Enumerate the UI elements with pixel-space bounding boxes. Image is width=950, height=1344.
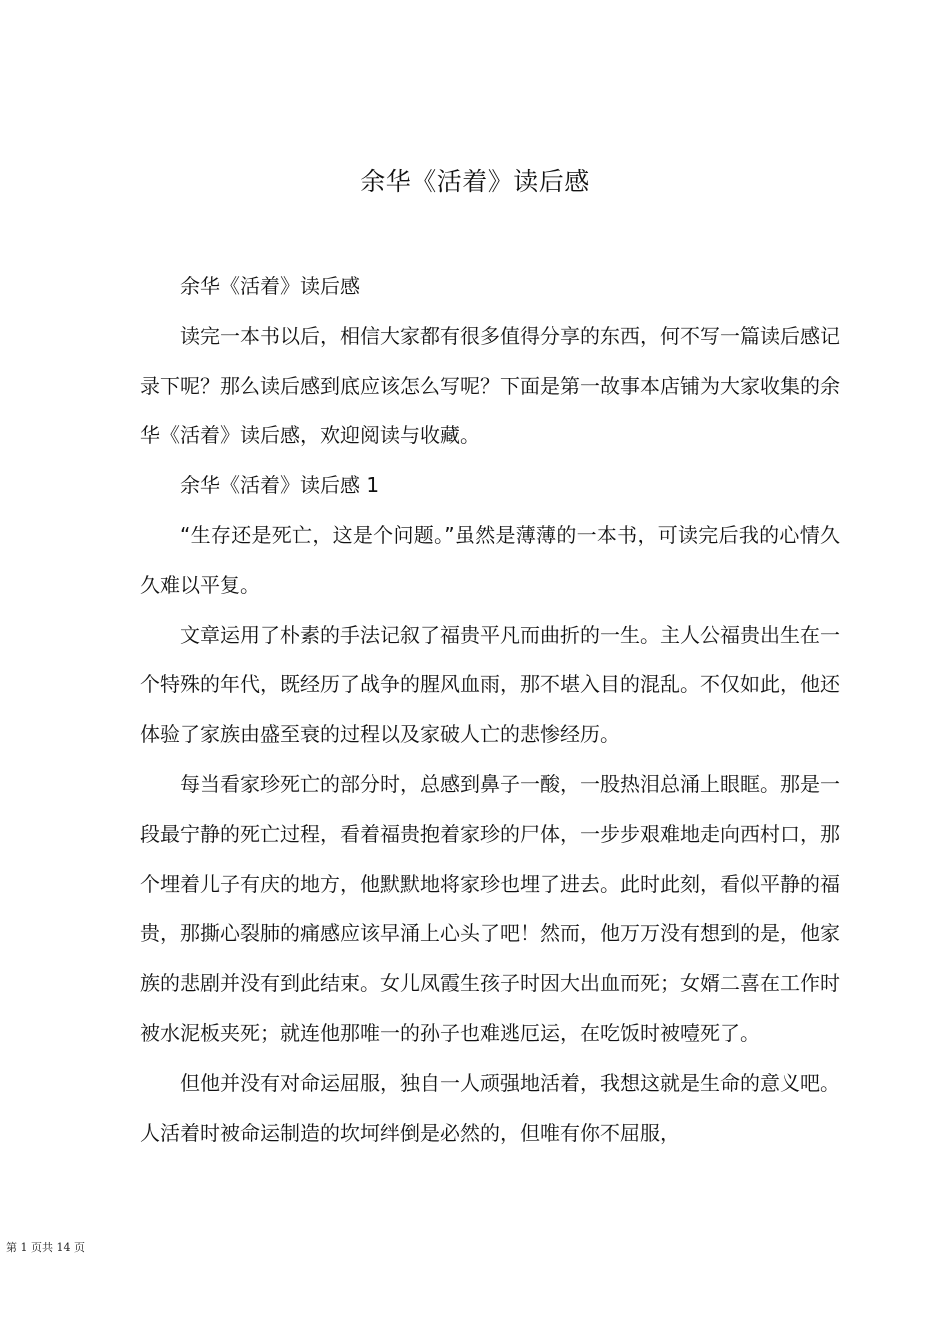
paragraph-meaning: 但他并没有对命运屈服，独自一人顽强地活着，我想这就是生命的意义吧。人活着时被命运制造的坎坷绊倒是必然的，但唯有你不屈服， (140, 1070, 840, 1145)
paragraph-intro: 读完一本书以后，相信大家都有很多值得分享的东西，何不写一篇读后感记录下呢？那么读后感到底应该怎么写呢？下面是第一故事本店铺为大家收集的余华《活着》读后感，欢迎阅读与收藏。 (140, 323, 840, 448)
paragraph-section-heading: 余华《活着》读后感 1 (180, 473, 380, 498)
document-body (140, 262, 840, 1158)
paragraph-subtitle: 余华《活着》读后感 (180, 274, 360, 298)
page-indicator: 第 1 页共 14 页 (6, 1241, 85, 1254)
paragraph-quote: “生存还是死亡，这是个问题。”虽然是薄薄的一本书，可读完后我的心情久久难以平复。 (140, 522, 840, 597)
paragraph-summary: 文章运用了朴素的手法记叙了福贵平凡而曲折的一生。主人公福贵出生在一个特殊的年代，既经历了战争的腥风血雨，那不堪入目的混乱。不仅如此，他还体验了家族由盛至衰的过程以及家破人亡的悲惨经历。 (140, 622, 840, 747)
paragraph-jiazhen: 每当看家珍死亡的部分时，总感到鼻子一酸，一股热泪总涌上眼眶。那是一段最宁静的死亡过程，看着福贵抱着家珍的尸体，一步步艰难地走向西村口，那个埋着儿子有庆的地方，他默默地将家珍也埋了进去。此时此刻，看似平静的福贵，那撕心裂肺的痛感应该早涌上心头了吧！然而，他万万没有想到的是，他家族的悲剧并没有到此结束。女儿凤霞生孩子时因大出血而死；女婿二喜在工作时被水泥板夹死；就连他那唯一的孙子也难逃厄运，在吃饭时被噎死了。 (140, 771, 840, 1045)
document-title: 余华《活着》读后感 (360, 167, 590, 196)
